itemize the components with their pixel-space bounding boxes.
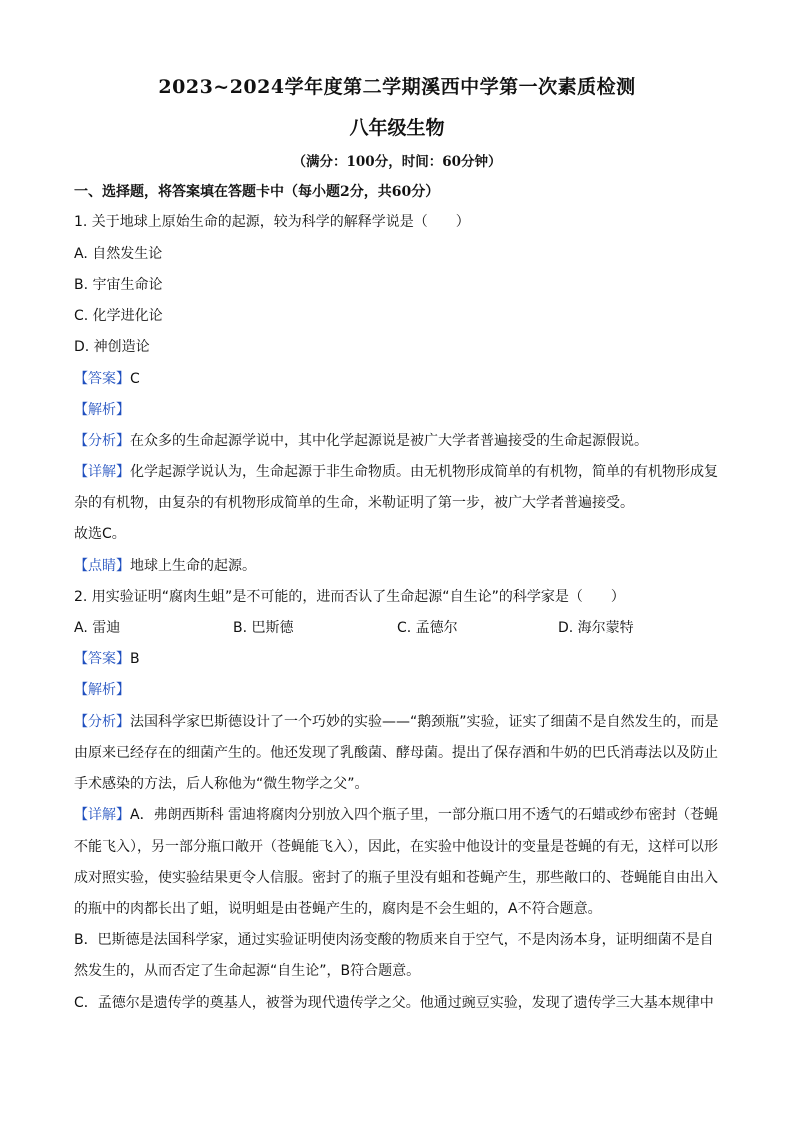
answer-tag: 【答案】 — [74, 651, 130, 667]
q1-option-c: C. 化学进化论 — [74, 308, 163, 324]
q1-fenxi — [74, 431, 648, 451]
xiangjie-text: A．弗朗西斯科 雷迪将腐肉分别放入四个瓶子里，一部分瓶口用不透气的石蜡或纱布密封（苍蝇 — [130, 807, 719, 823]
fenxi-text: 法国科学家巴斯德设计了一个巧妙的实验——“鹅颈瓶”实验，证实了细菌不是自然发生的，而是 — [130, 714, 719, 730]
q2-b-line1: B．巴斯德是法国科学家，通过实验证明使肉汤变酸的物质来自于空气，不是肉汤本身，证明细菌不是自 — [74, 932, 714, 948]
q2-fenxi-line3: 手术感染的方法，后人称他为“微生物学之父”。 — [74, 776, 369, 792]
q2-option-a: A. 雷迪 — [74, 620, 121, 636]
q1-stem: 1. 关于地球上原始生命的起源，较为科学的解释学说是（ ） — [74, 214, 470, 230]
q2-c-line1: C．孟德尔是遗传学的奠基人，被誉为现代遗传学之父。他通过豌豆实验，发现了遗传学三大基本规律中 — [74, 995, 714, 1011]
dianjing-text: 地球上生命的起源。 — [130, 558, 256, 574]
q2-fenxi-line1 — [74, 712, 719, 732]
q2-option-b: B. 巴斯德 — [233, 620, 294, 636]
q2-xiangjie-line1 — [74, 805, 718, 825]
exam-subtitle: 八年级生物 — [349, 117, 445, 139]
q1-xiangjie-line2: 杂的有机物，由复杂的有机物形成简单的生命，米勒证明了第一步，被广大学者普遍接受。 — [74, 495, 634, 511]
xiangjie-tag: 【详解】 — [74, 464, 130, 480]
q1-jiexi — [74, 400, 130, 420]
section-heading: 一、选择题，将答案填在答题卡中（每小题2分，共60分） — [74, 184, 440, 200]
exam-title: 2023~2024学年度第二学期溪西中学第一次素质检测 — [158, 76, 636, 98]
q2-jiexi — [74, 680, 130, 700]
q2-option-c: C. 孟德尔 — [397, 620, 458, 636]
answer-value: C — [130, 371, 140, 387]
jiexi-tag: 【解析】 — [74, 682, 130, 698]
q1-option-b: B. 宇宙生命论 — [74, 277, 163, 293]
q2-fenxi-line2: 由原来已经存在的细菌产生的。他还发现了乳酸菌、酵母菌。提出了保存酒和牛奶的巴氏消毒法以及防止 — [74, 745, 718, 761]
q1-option-d: D. 神创造论 — [74, 339, 150, 355]
q2-xiangjie-line4: 的瓶中的肉都长出了蛆，说明蛆是由苍蝇产生的，腐肉是不会生蛆的，A不符合题意。 — [74, 901, 602, 917]
jiexi-tag: 【解析】 — [74, 402, 130, 418]
q2-xiangjie-line3: 成对照实验，使实验结果更令人信服。密封了的瓶子里没有蛆和苍蝇产生，那些敞口的、苍蝇能自由出入 — [74, 870, 718, 886]
xiangjie-text: 化学起源学说认为，生命起源于非生命物质。由无机物形成简单的有机物，简单的有机物形成复 — [130, 464, 718, 480]
q1-option-a: A. 自然发生论 — [74, 246, 163, 262]
q2-xiangjie-line2: 不能飞入），另一部分瓶口敞开（苍蝇能飞入），因此，在实验中他设计的变量是苍蝇的有无，这样可以形 — [74, 839, 718, 855]
q1-dianjing — [74, 556, 256, 576]
q2-stem: 2. 用实验证明“腐肉生蛆”是不可能的，进而否认了生命起源“自生论”的科学家是（ ） — [74, 589, 625, 605]
answer-tag: 【答案】 — [74, 371, 130, 387]
xiangjie-tag: 【详解】 — [74, 807, 130, 823]
dianjing-tag: 【点睛】 — [74, 558, 130, 574]
fenxi-tag: 【分析】 — [74, 433, 130, 449]
answer-value: B — [130, 651, 140, 667]
q2-b-line2: 然发生的，从而否定了生命起源“自生论”，B符合题意。 — [74, 963, 421, 979]
q1-answer — [74, 369, 140, 389]
q2-answer — [74, 649, 140, 669]
q1-xiangjie-line1 — [74, 462, 718, 482]
fenxi-tag: 【分析】 — [74, 714, 130, 730]
q2-option-d: D. 海尔蒙特 — [558, 620, 634, 636]
q1-guxuan: 故选C。 — [74, 526, 126, 542]
exam-note: （满分：100分，时间：60分钟） — [292, 154, 502, 170]
fenxi-text: 在众多的生命起源学说中，其中化学起源说是被广大学者普遍接受的生命起源假说。 — [130, 433, 648, 449]
